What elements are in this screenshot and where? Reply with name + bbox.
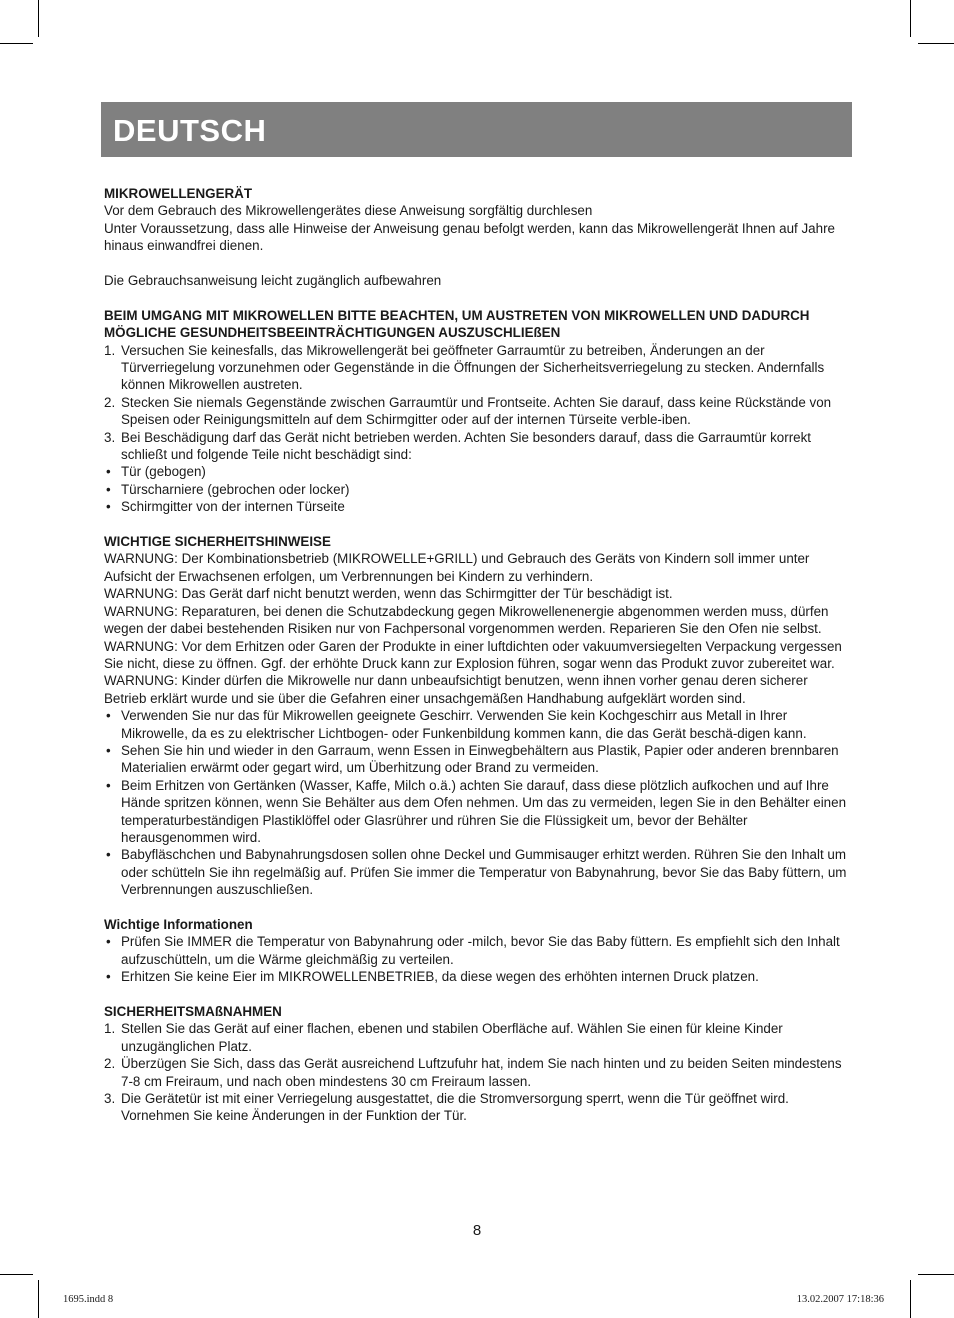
section-heading: WICHTIGE SICHERHEITSHINWEISE	[104, 534, 331, 550]
list-item	[104, 933, 852, 968]
footer-filename: 1695.indd 8	[63, 1294, 114, 1305]
warning-paragraph: WARNUNG: Das Gerät darf nicht benutzt werden, wenn das Schirmgitter der Tür beschädigt ist.	[104, 586, 673, 602]
list-item	[104, 498, 852, 515]
list-item-text: Tür (gebogen)	[121, 464, 206, 480]
list-item-text: Verwenden Sie nur das für Mikrowellen geeignete Geschirr. Verwenden Sie kein Kochgeschirr aus Metall in Ihrer Mikrowelle, da es zu elektrischer Lichtbogen- oder Funkenbildung kommen kann, die das Gerät beschä-digen kann.	[121, 708, 807, 741]
document-body	[104, 185, 852, 1125]
list-marker: 2.	[104, 1056, 116, 1072]
section-heading: SICHERHEITSMAßNAHMEN	[104, 1004, 282, 1020]
bullet-marker: •	[106, 708, 111, 724]
crop-mark	[38, 1280, 39, 1318]
bullet-marker: •	[106, 499, 111, 515]
list-item-text: Versuchen Sie keinesfalls, das Mikrowellengerät bei geöffneter Garraumtür zu betreiben, Änderungen an der Türverriegelung vorzunehmen oder Gegenstände in die Öffnungen der Sicherheitsverriegelung zu stecken. Andernfalls können Mikrowellen austreten.	[121, 342, 825, 393]
bullet-marker: •	[106, 969, 111, 985]
list-item	[104, 394, 852, 429]
bullet-marker: •	[106, 481, 111, 497]
list-item	[104, 463, 852, 480]
bullet-marker: •	[106, 934, 111, 950]
list-item-text: Türscharniere (gebrochen oder locker)	[121, 481, 350, 497]
list-marker: 3.	[104, 429, 116, 445]
section-heading: MIKROWELLENGERÄT	[104, 186, 253, 201]
list-item	[104, 777, 852, 847]
crop-mark	[910, 1280, 911, 1318]
list-marker: 1.	[104, 1021, 116, 1037]
list-item-text: Erhitzen Sie keine Eier im MIKROWELLENBETRIEB, da diese wegen des erhöhten internen Druck platzen.	[121, 969, 759, 985]
list-item-text: Die Gerätetür ist mit einer Verriegelung ausgestattet, die die Stromversorgung sperrt, wenn die Tür geöffnet wird. Vornehmen Sie keine Änderungen in der Funktion der Tür.	[121, 1091, 789, 1124]
paragraph: Unter Voraussetzung, dass alle Hinweise der Anweisung genau befolgt werden, kann das Mikrowellengerät Ihnen auf Jahre hinaus einwandfrei dienen.	[104, 220, 835, 254]
warning-paragraph: WARNUNG: Der Kombinationsbetrieb (MIKROWELLE+GRILL) und Gebrauch des Geräts von Kindern soll immer unter Aufsicht der Erwachsenen erfolgen, um Verbrennungen bei Kindern zu verhindern.	[104, 551, 810, 584]
list-item-text: Stellen Sie das Gerät auf einer flachen, ebenen und stabilen Oberfläche auf. Wählen Sie einen für kleine Kinder unzugänglichen Platz.	[121, 1021, 783, 1054]
warning-paragraph: WARNUNG: Vor dem Erhitzen oder Garen der Produkte in einer luftdichten oder vakuumversiegelten Verpackung vergessen Sie nicht, diese zu öffnen. Ggf. der erhöhte Druck kann zur Explosion führen, sogar wenn das Produkt zuvor zubereitet war.	[104, 638, 842, 671]
page-title: DEUTSCH	[113, 113, 267, 148]
list-item	[104, 1020, 852, 1055]
bullet-marker: •	[106, 742, 111, 758]
warning-paragraph: WARNUNG: Reparaturen, bei denen die Schutzabdeckung gegen Mikrowellenenergie abgenommen werden muss, dürfen wegen der dabei bestehenden Risiken nur von Fachpersonal vorgenommen werden. Reparieren Sie den Ofen nie selbst.	[104, 603, 829, 637]
language-header-bar	[101, 102, 852, 157]
bullet-marker: •	[106, 777, 111, 793]
list-item-text: Babyfläschchen und Babynahrungsdosen sollen ohne Deckel und Gummisauger erhitzt werden. Rühren Sie den Inhalt um oder schütteln Sie ihn regelmäßig auf. Prüfen Sie immer die Temperatur von Babynahrung, bevor Sie das Baby füttern, um Verbrennungen auszuschließen.	[121, 847, 847, 898]
list-item	[104, 1090, 852, 1125]
paragraph: Die Gebrauchsanweisung leicht zugänglich aufbewahren	[104, 273, 442, 289]
list-item	[104, 846, 852, 898]
list-item	[104, 742, 852, 777]
section-heading: BEIM UMGANG MIT MIKROWELLEN BITTE BEACHTEN, UM AUSTRETEN VON MIKROWELLEN UND DADURCH MÖGLICHE GESUNDHEITSBEEINTRÄCHTIGUNGEN AUSZUSCHLIEßEN	[104, 307, 810, 341]
crop-mark	[918, 1274, 954, 1275]
list-item	[104, 342, 852, 394]
crop-mark	[0, 43, 33, 44]
list-item-text: Beim Erhitzen von Gertänken (Wasser, Kaffe, Milch o.ä.) achten Sie darauf, dass diese plötzlich aufkochen und auf Ihre Hände spritzen können, wenn Sie Behälter aus dem Ofen nehmen. Um das zu vermeiden, legen Sie in den Behälter einen temperaturbeständigen Plastiklöffel oder Glasrührer und rühren Sie die Flüssigkeit um, bevor der Behälter herausgenommen wird.	[121, 777, 847, 845]
paragraph: Vor dem Gebrauch des Mikrowellengerätes diese Anweisung sorgfältig durchlesen	[104, 203, 593, 219]
list-item-text: Überzügen Sie Sich, dass das Gerät ausreichend Luftzufuhr hat, indem Sie nach hinten und zu beiden Seiten mindestens 7-8 cm Freiraum, und nach oben mindestens 30 cm Freiraum lassen.	[121, 1056, 842, 1089]
bullet-marker: •	[106, 847, 111, 863]
crop-mark	[918, 43, 954, 44]
list-item	[104, 1055, 852, 1090]
list-item	[104, 707, 852, 742]
warning-paragraph: WARNUNG: Kinder dürfen die Mikrowelle nur dann unbeaufsichtigt benutzen, wenn ihnen vorher genau deren sicherer Betrieb erklärt wurde und sie über die Gefahren einer unsachgemäßen Handhabung aufgeklärt worden sind.	[104, 673, 808, 706]
crop-mark	[38, 0, 39, 37]
bullet-marker: •	[106, 464, 111, 480]
footer-timestamp: 13.02.2007 17:18:36	[796, 1294, 884, 1305]
list-item	[104, 429, 852, 464]
page-number: 8	[472, 1222, 482, 1239]
list-item-text: Schirmgitter von der internen Türseite	[121, 499, 345, 515]
list-item-text: Sehen Sie hin und wieder in den Garraum, wenn Essen in Einwegbehältern aus Plastik, Papier oder anderen brennbaren Materialien erwärmt oder gegart wird, um Überhitzung oder Brand zu vermeiden.	[121, 742, 839, 776]
list-item-text: Prüfen Sie IMMER die Temperatur von Babynahrung oder -milch, bevor Sie das Baby füttern. Es empfiehlt sich den Inhalt aufzuschütteln, um die Wärme gleichmäßig zu verteilen.	[121, 934, 840, 967]
list-marker: 2.	[104, 394, 116, 410]
crop-mark	[0, 1274, 33, 1275]
list-item-text: Stecken Sie niemals Gegenstände zwischen Garraumtür und Frontseite. Achten Sie darauf, dass keine Rückstände von Speisen oder Reinigungsmitteln auf dem Schirmgitter oder auf der internen Türseite verble-iben.	[121, 394, 832, 428]
section-heading: Wichtige Informationen	[104, 917, 253, 932]
list-item	[104, 481, 852, 498]
list-marker: 3.	[104, 1091, 116, 1107]
list-item	[104, 968, 852, 985]
list-marker: 1.	[104, 342, 116, 358]
list-item-text: Bei Beschädigung darf das Gerät nicht betrieben werden. Achten Sie besonders darauf, dass die Garraumtür korrekt schließt und folgende Teile nicht beschädigt sind:	[121, 429, 812, 463]
crop-mark	[910, 0, 911, 37]
